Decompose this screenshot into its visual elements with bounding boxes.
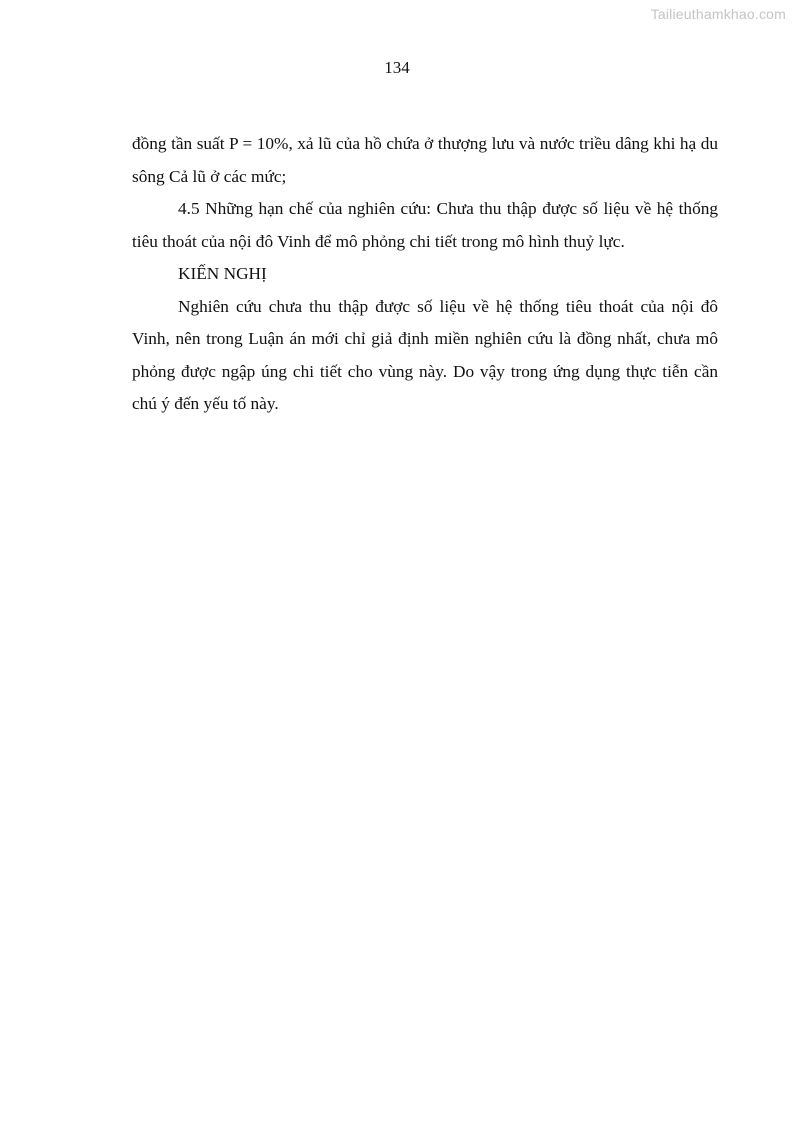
paragraph-limitations: 4.5 Những hạn chế của nghiên cứu: Chưa thu thập được số liệu về hệ thống tiêu thoát của nội đô Vinh để mô phỏng chi tiết trong mô hình thuỷ lực.	[132, 199, 718, 251]
section-heading-recommendations: KIẾN NGHỊ	[178, 264, 267, 283]
watermark: Tailieuthamkhao.com	[650, 6, 786, 22]
document-body	[132, 128, 718, 421]
page-number: 134	[384, 58, 410, 77]
paragraph-recommendations: Nghiên cứu chưa thu thập được số liệu về hệ thống tiêu thoát của nội đô Vinh, nên trong Luận án mới chỉ giả định miền nghiên cứu là đồng nhất, chưa mô phỏng được ngập úng chi tiết cho vùng này. Do vậy trong ứng dụng thực tiễn cần chú ý đến yếu tố này.	[132, 296, 718, 413]
paragraph-continuation: đồng tần suất P = 10%, xả lũ của hồ chứa ở thượng lưu và nước triều dâng khi hạ du sông Cả lũ ở các mức;	[132, 134, 718, 186]
